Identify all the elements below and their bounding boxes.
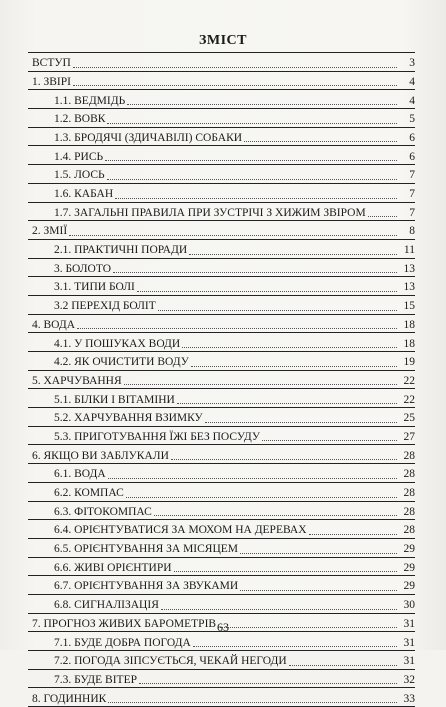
toc-entry-title: 1. ЗВІРІ <box>32 75 71 88</box>
dot-leader <box>108 478 397 479</box>
toc-entry-title: 2.1. ПРАКТИЧНІ ПОРАДИ <box>54 244 188 257</box>
dot-leader <box>137 291 397 292</box>
toc-entry-title: 4. ВОДА <box>32 318 76 331</box>
dot-leader <box>115 198 397 199</box>
dot-leader <box>73 67 397 68</box>
toc-entry-page: 29 <box>403 561 415 574</box>
toc-entry <box>28 90 415 109</box>
toc-entry-page: 31 <box>403 636 415 649</box>
toc-entry-page: 22 <box>403 393 415 406</box>
toc-entry-title: 1.3. БРОДЯЧІ (ЗДИЧАВІЛІ) СОБАКИ <box>54 131 243 144</box>
toc-entry <box>28 240 415 259</box>
toc-entry-title: 7.2. ПОГОДА ЗІПСУЄТЬСЯ, ЧЕКАЙ НЕГОДИ <box>54 655 287 668</box>
dot-leader <box>124 384 397 385</box>
toc-entry <box>28 184 415 203</box>
dot-leader <box>191 366 397 367</box>
toc-entry <box>28 445 415 464</box>
dot-leader <box>113 272 397 273</box>
toc-entry-page: 6 <box>409 131 415 144</box>
toc-entry-page: 11 <box>403 244 415 257</box>
toc-entry-title: 8. ГОДИННИК <box>32 692 107 705</box>
toc-entry <box>28 389 415 408</box>
dot-leader <box>105 160 397 161</box>
dot-leader <box>158 310 397 311</box>
dot-leader <box>289 665 397 666</box>
toc-entry-title: 1.2. ВОВК <box>54 113 106 126</box>
toc-entry-title: 5.1. БІЛКИ І ВІТАМІНИ <box>54 393 175 406</box>
dot-leader <box>182 347 397 348</box>
toc-entry-title: 6.5. ОРІЄНТУВАННЯ ЗА МІСЯЦЕМ <box>54 543 239 556</box>
toc-entry <box>28 483 415 502</box>
toc-entry-title: 6.6. ЖИВІ ОРІЄНТИРИ <box>54 561 172 574</box>
toc-entry-page: 3 <box>409 57 415 70</box>
dot-leader <box>69 235 397 236</box>
dot-leader <box>244 141 397 142</box>
toc-entry <box>28 221 415 240</box>
dot-leader <box>174 571 397 572</box>
toc-entry-page: 31 <box>403 617 415 630</box>
toc-entry-page: 13 <box>403 262 415 275</box>
toc-entry-title: 2. ЗМІЇ <box>32 225 68 238</box>
toc-entry-title: 6. ЯКЩО ВИ ЗАБЛУКАЛИ <box>32 449 169 462</box>
dot-leader <box>240 590 397 591</box>
toc-entry-page: 7 <box>409 188 415 200</box>
dot-leader <box>189 254 397 255</box>
toc-entry-page: 28 <box>403 524 415 537</box>
toc-entry-page: 19 <box>403 356 415 369</box>
toc-entry <box>28 502 415 521</box>
toc-entry-title: 3.1. ТИПИ БОЛІ <box>54 281 135 294</box>
dot-leader <box>77 328 397 329</box>
table-of-contents <box>28 52 415 707</box>
toc-entry <box>28 203 415 222</box>
toc-entry-page: 4 <box>409 94 415 107</box>
toc-entry-title: 7.1. БУДЕ ДОБРА ПОГОДА <box>54 636 191 649</box>
toc-entry-page: 30 <box>403 599 415 612</box>
toc-entry-page: 28 <box>403 505 415 518</box>
toc-entry-title: 6.7. ОРІЄНТУВАННЯ ЗА ЗВУКАМИ <box>54 580 239 593</box>
toc-entry-title: 5.3. ПРИГОТУВАННЯ ЇЖІ БЕЗ ПОСУДУ <box>54 430 260 443</box>
toc-entry <box>28 576 415 595</box>
toc-entry <box>28 651 415 670</box>
toc-entry-page: 13 <box>403 281 415 294</box>
toc-entry-page: 6 <box>409 150 415 163</box>
toc-entry <box>28 165 415 184</box>
toc-entry-page: 28 <box>403 487 415 499</box>
toc-entry-page: 22 <box>403 374 415 387</box>
toc-entry <box>28 688 415 707</box>
dot-leader <box>108 702 397 703</box>
toc-entry-page: 28 <box>403 468 415 481</box>
toc-entry <box>28 408 415 427</box>
toc-entry-title: 1.7. ЗАГАЛЬНІ ПРАВИЛА ПРИ ЗУСТРІЧІ З ХИЖИМ ЗВІРОМ <box>54 206 366 219</box>
toc-entry <box>28 72 415 91</box>
toc-entry-title: 1.1. ВЕДМІДЬ <box>54 94 126 107</box>
dot-leader <box>161 609 397 610</box>
toc-entry-page: 15 <box>403 300 415 313</box>
toc-entry-page: 29 <box>403 543 415 556</box>
toc-entry-page: 25 <box>403 412 415 425</box>
dot-leader <box>177 403 397 404</box>
toc-entry-title: 1.5. ЛОСЬ <box>54 169 105 182</box>
toc-entry <box>28 427 415 446</box>
toc-entry-page: 7 <box>409 169 415 182</box>
dot-leader <box>126 497 397 498</box>
toc-entry <box>28 558 415 577</box>
toc-entry-title: 6.4. ОРІЄНТУВАТИСЯ ЗА МОХОМ НА ДЕРЕВАХ <box>54 524 307 537</box>
toc-entry-page: 28 <box>403 449 415 462</box>
toc-entry-page: 29 <box>403 580 415 593</box>
toc-entry-page: 5 <box>409 113 415 126</box>
dot-leader <box>171 459 397 460</box>
page-number: 63 <box>217 620 229 634</box>
toc-entry-page: 18 <box>403 337 415 350</box>
dot-leader <box>193 646 397 647</box>
dot-leader <box>73 85 397 86</box>
dot-leader <box>139 683 397 684</box>
toc-entry <box>28 352 415 371</box>
toc-entry-title: ВСТУП <box>32 57 71 70</box>
dot-leader <box>240 553 397 554</box>
toc-entry <box>28 371 415 390</box>
dot-leader <box>154 515 397 516</box>
toc-entry-page: 4 <box>409 75 415 88</box>
toc-entry-title: 6.2. КОМПАС <box>54 487 124 499</box>
toc-entry-page: 33 <box>403 692 415 705</box>
toc-entry-title: 7. ПРОГНОЗ ЖИВИХ БАРОМЕТРІВ <box>32 617 217 630</box>
dot-leader <box>127 104 397 105</box>
toc-entry-title: 1.4. РИСЬ <box>54 150 104 163</box>
toc-entry <box>28 520 415 539</box>
toc-entry-title: 3. БОЛОТО <box>54 262 112 275</box>
toc-entry <box>28 539 415 558</box>
toc-entry <box>28 277 415 296</box>
dot-leader <box>309 534 397 535</box>
toc-entry-title: 7.3. БУДЕ ВІТЕР <box>54 673 137 686</box>
toc-entry-title: 3.2 ПЕРЕХІД БОЛІТ <box>54 300 156 313</box>
dot-leader <box>368 216 397 217</box>
toc-entry-title: 6.3. ФІТОКОМПАС <box>54 505 152 518</box>
toc-entry <box>28 595 415 614</box>
toc-entry-title: 6.1. ВОДА <box>54 468 106 481</box>
toc-entry-page: 32 <box>403 673 415 686</box>
toc-entry <box>28 333 415 352</box>
toc-entry-page: 27 <box>403 430 415 443</box>
page-title: ЗМІСТ <box>199 33 247 48</box>
toc-entry <box>28 53 415 72</box>
toc-entry <box>28 315 415 334</box>
toc-entry <box>28 632 415 651</box>
toc-entry-title: 1.6. КАБАН <box>54 188 114 200</box>
toc-entry-page: 7 <box>409 206 415 219</box>
toc-entry <box>28 128 415 147</box>
toc-entry-title: 4.1. У ПОШУКАХ ВОДИ <box>54 337 181 350</box>
toc-entry-page: 18 <box>403 318 415 331</box>
toc-entry <box>28 259 415 278</box>
dot-leader <box>107 123 397 124</box>
dot-leader <box>262 440 397 441</box>
toc-entry-title: 5.2. ХАРЧУВАННЯ ВЗИМКУ <box>54 412 203 425</box>
toc-entry <box>28 670 415 689</box>
toc-entry-page: 8 <box>409 225 415 238</box>
toc-entry <box>28 464 415 483</box>
dot-leader <box>205 422 397 423</box>
toc-entry-title: 4.2. ЯК ОЧИСТИТИ ВОДУ <box>54 356 189 369</box>
toc-entry-title: 6.8. СИГНАЛІЗАЦІЯ <box>54 599 159 612</box>
toc-entry <box>28 296 415 315</box>
toc-entry-title: 5. ХАРЧУВАННЯ <box>32 374 122 387</box>
toc-entry <box>28 146 415 165</box>
dot-leader <box>107 179 397 180</box>
toc-entry <box>28 109 415 128</box>
toc-entry-page: 31 <box>403 655 415 668</box>
